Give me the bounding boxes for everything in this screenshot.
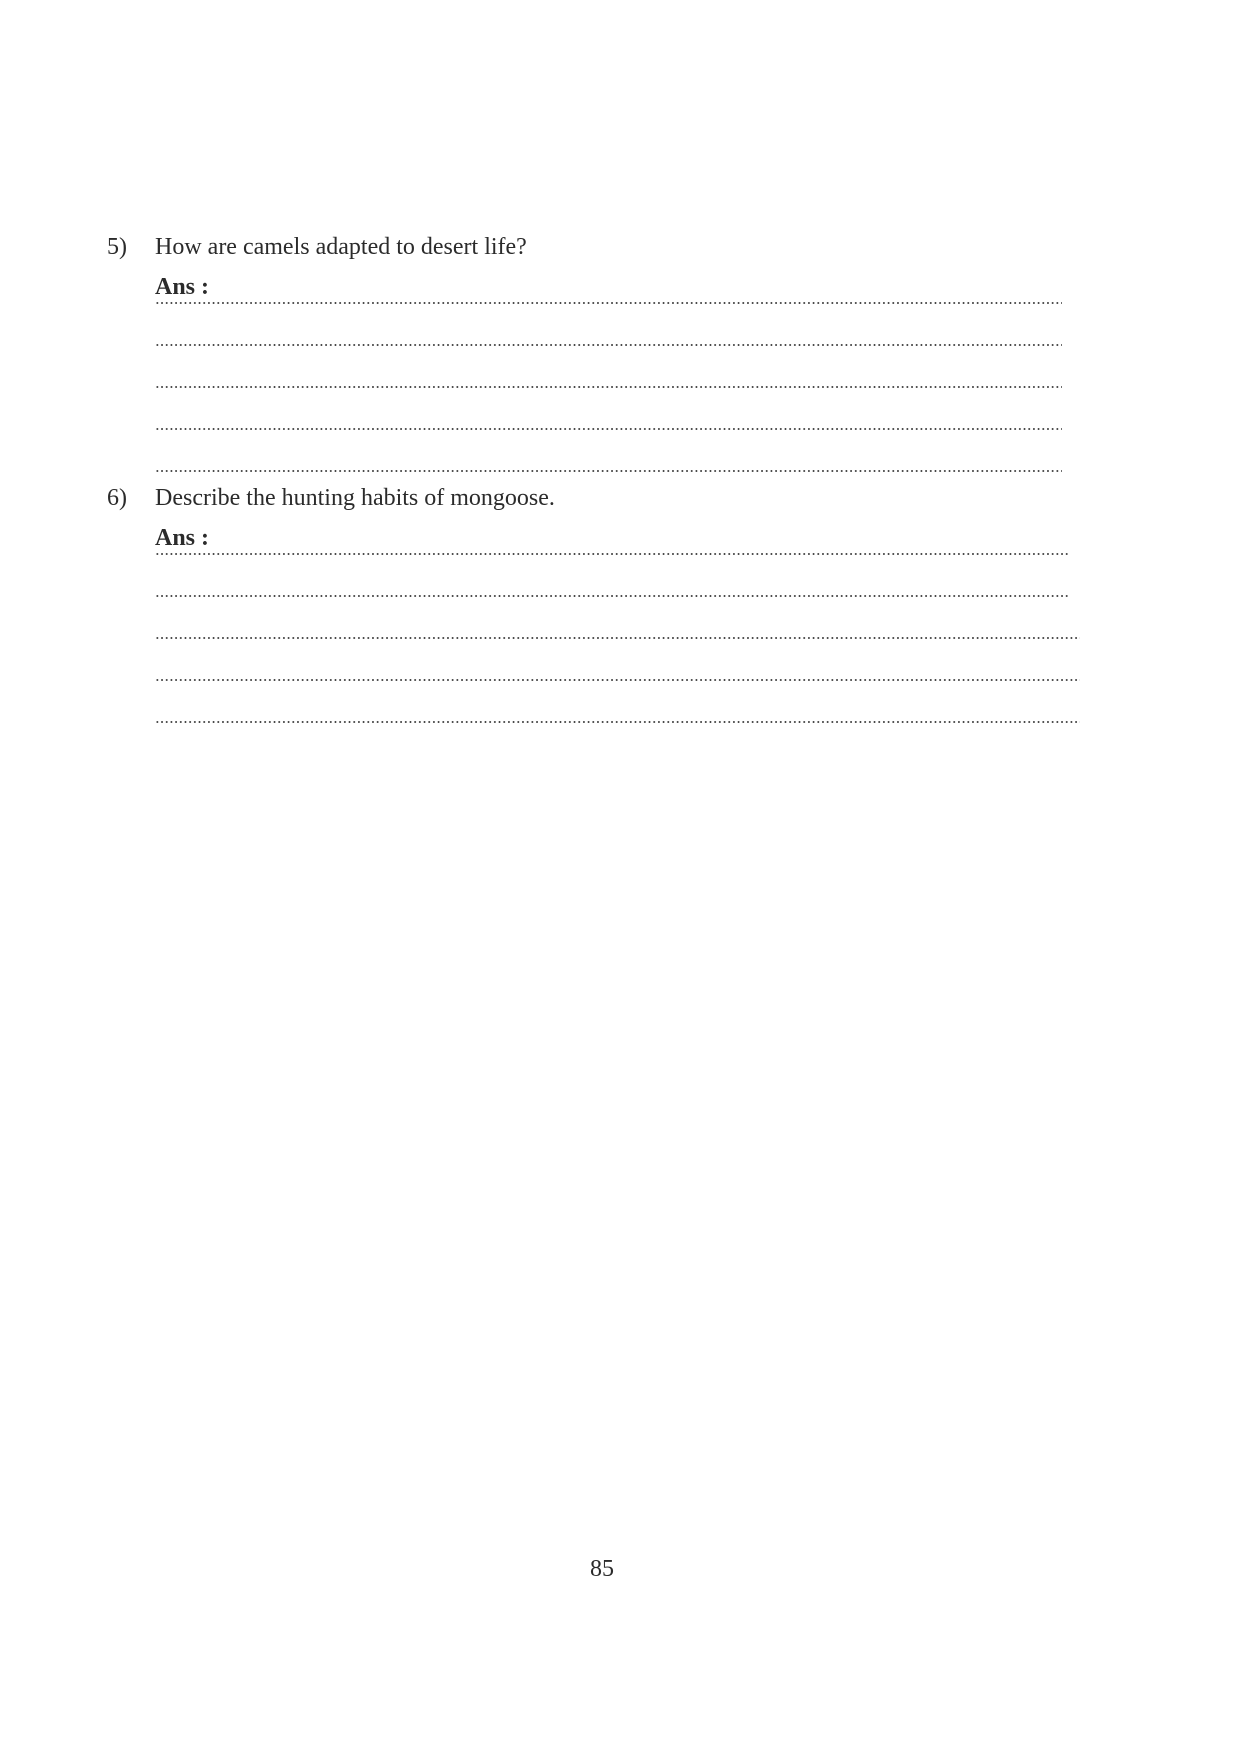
- dotted-rule: [155, 679, 1080, 681]
- question-header: [107, 485, 1087, 521]
- page-number: 85: [590, 1556, 614, 1582]
- dotted-rule: [155, 637, 1080, 639]
- dotted-rule: [155, 302, 1062, 304]
- question-5: [107, 234, 1087, 480]
- dotted-rule: [155, 428, 1062, 430]
- question-text: How are camels adapted to desert life?: [155, 234, 527, 260]
- answer-label: Ans :: [155, 521, 215, 552]
- question-header: [107, 234, 1087, 270]
- answer-label: Ans :: [155, 270, 215, 301]
- answer-area: [155, 270, 1087, 480]
- question-number: 5): [107, 234, 127, 260]
- dotted-rule: [155, 553, 1068, 555]
- answer-line[interactable]: [155, 521, 1068, 563]
- answer-line[interactable]: [155, 396, 1062, 438]
- answer-line[interactable]: [155, 270, 1062, 312]
- dotted-rule: [155, 344, 1062, 346]
- dotted-rule: [155, 386, 1062, 388]
- answer-line[interactable]: [155, 354, 1062, 396]
- dotted-rule: [155, 595, 1068, 597]
- answer-line[interactable]: [155, 689, 1080, 731]
- dotted-rule: [155, 470, 1062, 472]
- question-number: 6): [107, 485, 127, 511]
- answer-line[interactable]: [155, 563, 1068, 605]
- answer-area: [155, 521, 1087, 731]
- answer-line[interactable]: [155, 647, 1080, 689]
- answer-line[interactable]: [155, 438, 1062, 480]
- answer-line[interactable]: [155, 605, 1080, 647]
- dotted-rule: [155, 721, 1080, 723]
- question-6: [107, 485, 1087, 731]
- question-text: Describe the hunting habits of mongoose.: [155, 485, 555, 511]
- answer-line[interactable]: [155, 312, 1062, 354]
